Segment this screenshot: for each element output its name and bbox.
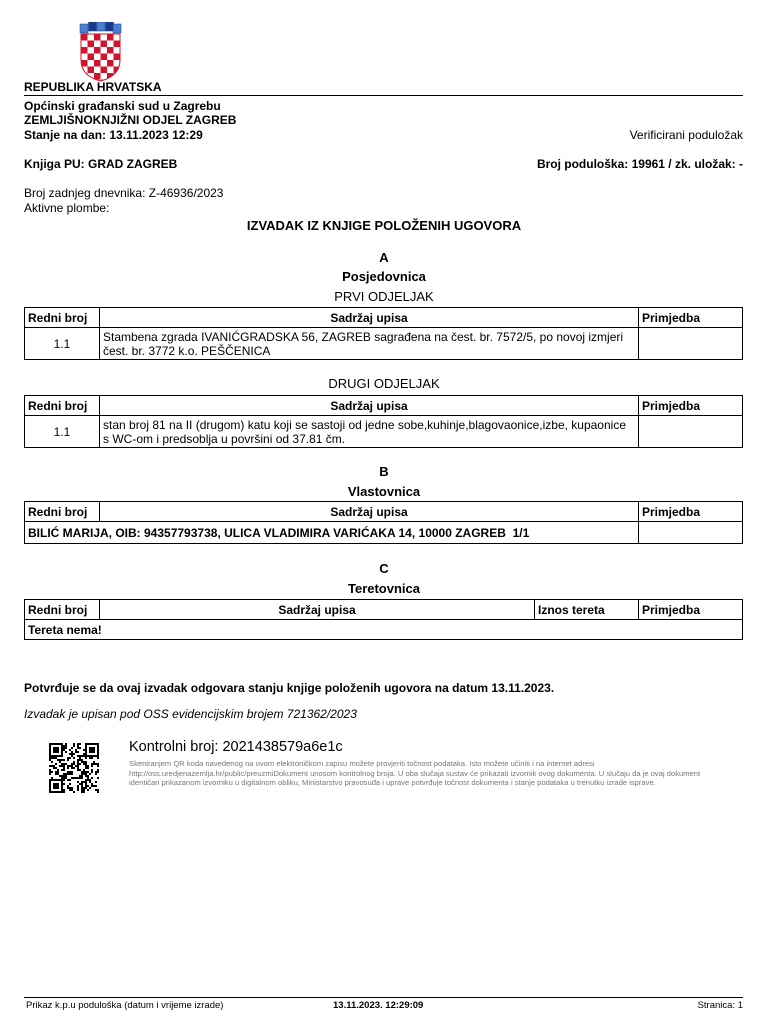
coat-of-arms-icon — [78, 22, 123, 82]
column-header: Redni broj — [25, 600, 100, 620]
confirmation-text: Potvrđuje se da ovaj izvadak odgovara stanju knjige položenih ugovora na datum 13.11.2023. — [24, 681, 555, 695]
column-header: Redni broj — [25, 308, 100, 328]
footer-datetime: 13.11.2023. 12:29:09 — [333, 1000, 424, 1011]
column-header: Sadržaj upisa — [100, 396, 639, 416]
section-c-letter: C — [379, 561, 389, 576]
row-number: 1.1 — [25, 416, 100, 448]
column-header: Primjedba — [639, 396, 743, 416]
active-seals-label: Aktivne plombe: — [24, 201, 110, 215]
control-number: Kontrolni broj: 2021438579a6e1c — [129, 739, 343, 755]
first-department-table — [24, 307, 743, 360]
table-header-row — [25, 396, 743, 416]
verified-label: Verificirani poduložak — [629, 128, 743, 142]
table-row — [25, 416, 743, 448]
document-title: IZVADAK IZ KNJIGE POLOŽENIH UGOVORA — [246, 218, 522, 233]
section-b-title: Vlastovnica — [347, 484, 421, 499]
encumbrances-table — [24, 599, 743, 640]
last-diary-number: Broj zadnjeg dnevnika: Z-46936/2023 — [24, 186, 224, 200]
owner-entry: BILIĆ MARIJA, OIB: 94357793738, ULICA VLADIMIRA VARIĆAKA 14, 10000 ZAGREB 1/1 — [25, 522, 639, 544]
row-number: 1.1 — [25, 328, 100, 360]
court-name: Općinski građanski sud u Zagrebu — [24, 99, 221, 113]
footer-left: Prikaz k.p.u poduloška (datum i vrijeme izrade) — [26, 1000, 224, 1011]
column-header: Sadržaj upisa — [100, 308, 639, 328]
row-content: stan broj 81 na II (drugom) katu koji se sastoji od jedne sobe,kuhinje,blagovaonice,izbe, kupaonice s WC-om i predsoblja u površini od 37.81 čm. — [100, 416, 639, 448]
column-header: Sadržaj upisa — [100, 502, 639, 522]
column-header: Redni broj — [25, 502, 100, 522]
first-department-title: PRVI ODJELJAK — [334, 289, 434, 304]
sub-insert-label: Broj poduloška: 19961 / zk. uložak: - — [536, 157, 743, 171]
column-header: Primjedba — [639, 502, 743, 522]
footer-rule — [24, 997, 743, 998]
second-department-title: DRUGI ODJELJAK — [328, 376, 440, 391]
table-header-row — [25, 308, 743, 328]
column-header: Iznos tereta — [535, 600, 639, 620]
verification-fine-print: Skeniranjem QR koda navedenog na ovom elektroničkom zapisu možete provjeriti točnost podataka. Isto možete učiniti i na internet adresi http://oss.uredjenazemlja.hr/public/preuzmiDokument unosom kontrolnog broja. U oba slučaja sustav će prikazati izvornik ovog dokumenta. U slučaju da je ovaj dokument identičan prikazanom izvorniku u digitalnom obliku, Ministarstvo pravosuđa i uprave potvrđuje točnost dokumenta i stanje podataka u trenutku izrade isprave. — [129, 759, 701, 787]
section-c-title: Teretovnica — [347, 581, 420, 596]
table-row — [25, 328, 743, 360]
header-rule — [24, 95, 743, 96]
column-header: Redni broj — [25, 396, 100, 416]
no-encumbrances: Tereta nema! — [25, 620, 743, 640]
table-header-row — [25, 600, 743, 620]
table-row — [25, 522, 743, 544]
table-header-row — [25, 502, 743, 522]
state-date: Stanje na dan: 13.11.2023 12:29 — [24, 128, 203, 142]
second-department-table — [24, 395, 743, 448]
row-note — [639, 522, 743, 544]
row-note — [639, 416, 743, 448]
country-name: REPUBLIKA HRVATSKA — [24, 80, 162, 94]
department-name: ZEMLJIŠNOKNJIŽNI ODJEL ZAGREB — [24, 113, 237, 127]
section-a-title: Posjedovnica — [342, 269, 426, 284]
column-header: Primjedba — [639, 308, 743, 328]
row-content: Stambena zgrada IVANIĆGRADSKA 56, ZAGREB sagrađena na čest. br. 7572/5, po novoj izmjeri čest. br. 3772 k.o. PEŠČENICA — [100, 328, 639, 360]
section-b-letter: B — [379, 464, 389, 479]
owners-table — [24, 501, 743, 544]
column-header: Primjedba — [639, 600, 743, 620]
footer-page-number: Stranica: 1 — [697, 1000, 743, 1011]
section-a-letter: A — [379, 250, 389, 265]
oss-note: Izvadak je upisan pod OSS evidencijskim brojem 721362/2023 — [24, 707, 357, 721]
table-row — [25, 620, 743, 640]
column-header: Sadržaj upisa — [100, 600, 535, 620]
book-label: Knjiga PU: GRAD ZAGREB — [24, 157, 178, 171]
qr-code-icon — [49, 743, 99, 793]
row-note — [639, 328, 743, 360]
